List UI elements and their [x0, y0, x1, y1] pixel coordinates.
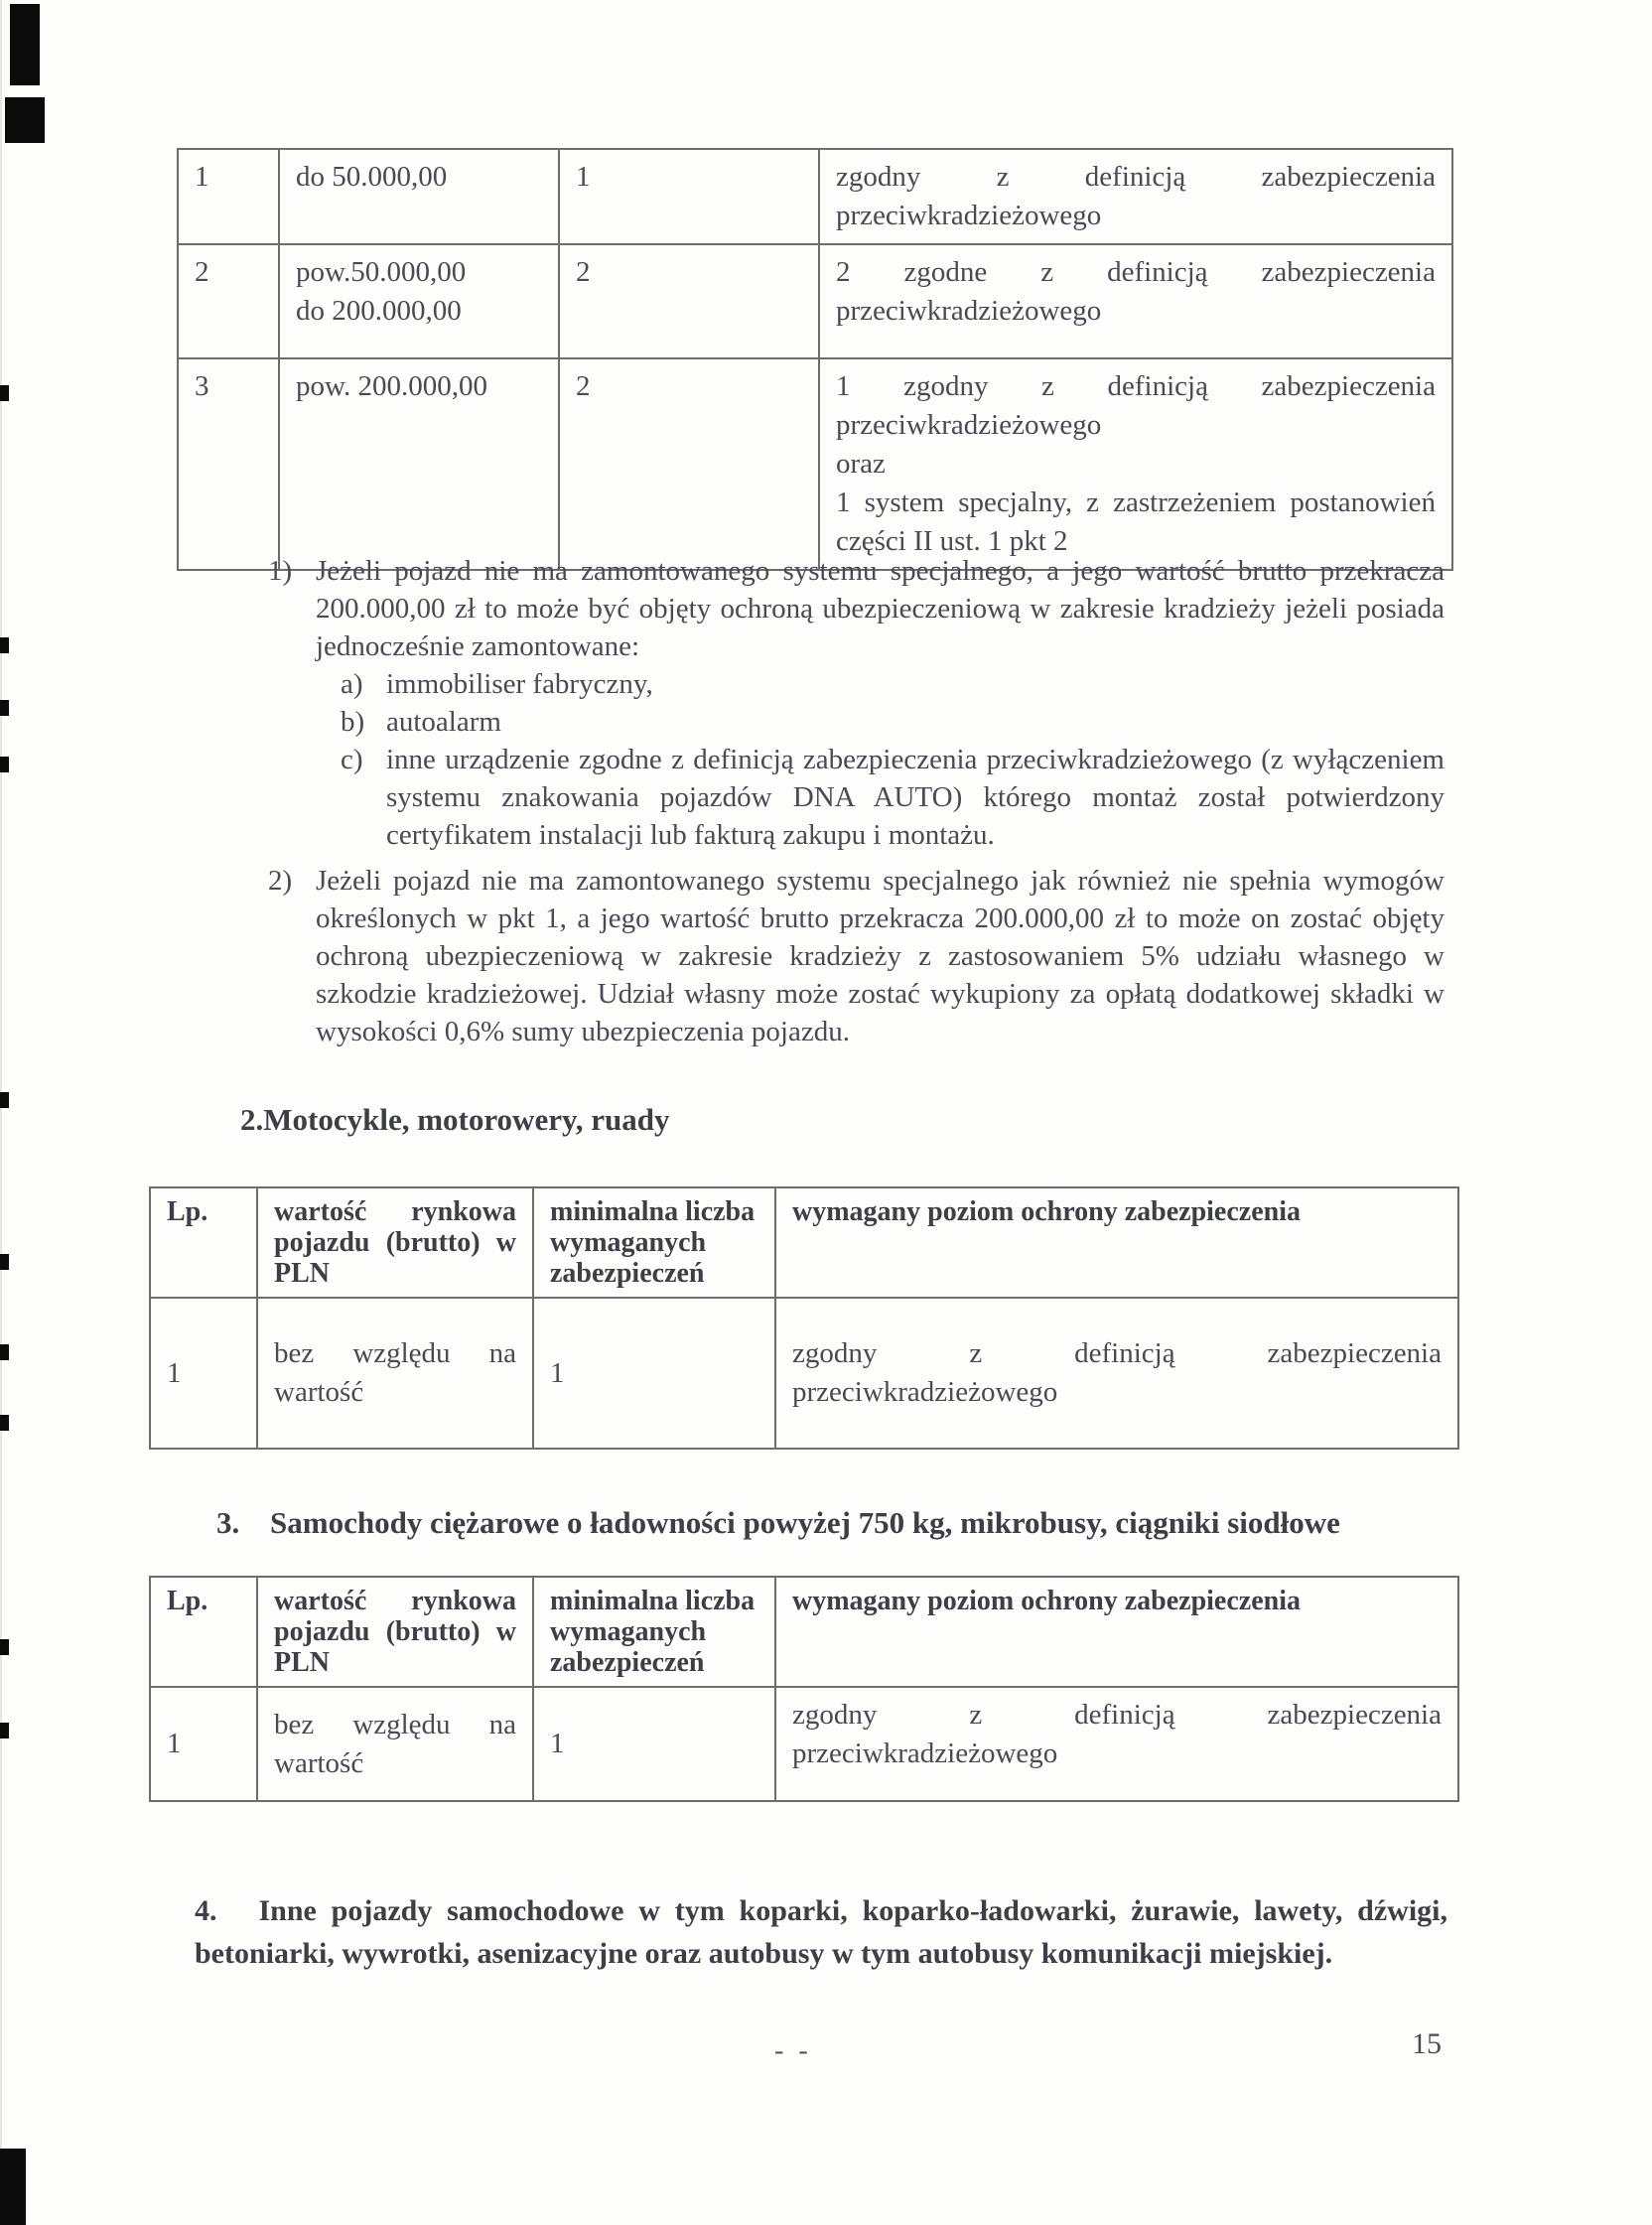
section3-number: 3.: [216, 1505, 240, 1540]
cell-lp: 1: [178, 149, 279, 244]
cell-value-range: [257, 1298, 533, 1449]
subitem-text: autoalarm: [386, 706, 501, 738]
cell-value-range: do 50.000,00: [279, 149, 559, 244]
cell-lp: 1: [150, 1687, 257, 1801]
scan-artifact: [0, 1723, 9, 1738]
security-requirements-table-passenger: [177, 148, 1453, 571]
header-protection-level: wymagany poziom ochrony zabezpieczenia: [775, 1187, 1458, 1298]
subitem-marker: a): [341, 668, 363, 700]
cell-value-range: [279, 244, 559, 358]
subitem-marker: b): [341, 706, 365, 738]
scan-artifact: [0, 1092, 9, 1108]
range-line: pow.50.000,00: [296, 256, 467, 288]
protection-line: przeciwkradzieżowego: [836, 200, 1102, 231]
cell-protection-level: [775, 1298, 1458, 1449]
protection-line: zgodny z definicją zabezpieczenia: [792, 1699, 1442, 1731]
subitem-b: [341, 703, 1445, 741]
header-lp: Lp.: [150, 1187, 257, 1298]
scan-artifact: [0, 1254, 9, 1270]
cell-min-count: 1: [533, 1687, 775, 1801]
subitem-text: immobiliser fabryczny,: [386, 668, 653, 700]
cell-protection-level: [819, 244, 1452, 358]
protection-line: 1 zgodny z definicją zabezpieczenia: [836, 370, 1436, 402]
cell-value-range: pow. 200.000,00: [279, 358, 559, 570]
protection-line: przeciwkradzieżowego: [836, 295, 1102, 327]
subitem-text: inne urządzenie zgodne z definicją zabezpieczenia przeciwkradzieżowego (z wyłączeniem systemu znakowania pojazdów DNA AUTO) którego montaż został potwierdzony certyfikatem instalacji lub fakturą zakupu i montażu.: [386, 744, 1445, 851]
scan-artifact: [0, 1344, 9, 1360]
table-row: [178, 244, 1452, 358]
protection-line: części II ust. 1 pkt 2: [836, 525, 1068, 557]
security-requirements-table-trucks: [149, 1576, 1459, 1802]
table-row: [178, 149, 1452, 244]
subitem-c: [341, 741, 1445, 854]
cell-lp: 1: [150, 1298, 257, 1449]
protection-line: 2 zgodne z definicją zabezpieczenia: [836, 256, 1436, 288]
scan-artifact: [0, 700, 9, 716]
scan-artifact: [0, 757, 9, 772]
notes-block: [268, 552, 1445, 1050]
scan-artifact: [0, 1415, 9, 1431]
cell-min-count: 1: [533, 1298, 775, 1449]
range-line: do 200.000,00: [296, 295, 462, 327]
scan-artifact: [0, 637, 9, 653]
header-protection-level: wymagany poziom ochrony zabezpieczenia: [775, 1577, 1458, 1687]
scan-artifact: [5, 97, 45, 143]
cell-min-count: 1: [559, 149, 819, 244]
section2-heading: 2.Motocykle, motorowery, ruady: [240, 1102, 670, 1137]
protection-line: oraz: [836, 448, 886, 480]
note-text: Jeżeli pojazd nie ma zamontowanego systemu specjalnego, a jego wartość brutto przekracza 200.000,00 zł to może być objęty ochroną ubezpieczeniową w zakresie kradzieży jeżeli posiada jednocześnie zamontowane:: [316, 555, 1445, 662]
header-min-count: minimalna liczba wymaganych zabezpieczeń: [533, 1187, 775, 1298]
protection-line: przeciwkradzieżowego: [792, 1376, 1058, 1408]
subitem-a: [341, 665, 1445, 703]
protection-line: przeciwkradzieżowego: [836, 409, 1102, 441]
range-text: bez względu na wartość: [274, 1337, 516, 1408]
cell-min-count: 2: [559, 244, 819, 358]
protection-line: 1 system specjalny, z zastrzeżeniem postanowień: [836, 487, 1436, 518]
table-row: [150, 1687, 1458, 1801]
scan-edge-line: [0, 0, 2, 2225]
protection-line: zgodny z definicją zabezpieczenia: [792, 1337, 1442, 1369]
section3-heading: [216, 1505, 1453, 1541]
header-market-value: wartość rynkowa pojazdu (brutto) w PLN: [257, 1577, 533, 1687]
cell-value-range: [257, 1687, 533, 1801]
protection-line: zgodny z definicją zabezpieczenia: [836, 161, 1436, 193]
cell-protection-level: [775, 1687, 1458, 1801]
scan-artifact: [0, 385, 9, 401]
note-2: [268, 862, 1445, 1050]
header-lp: Lp.: [150, 1577, 257, 1687]
note-1-sublist: [341, 665, 1445, 854]
section4-number: 4.: [195, 1894, 217, 1927]
table-row: [150, 1298, 1458, 1449]
note-marker: 1): [268, 555, 293, 587]
scan-artifact: [0, 1639, 9, 1655]
note-marker: 2): [268, 865, 293, 897]
security-requirements-table-motorcycles: [149, 1186, 1459, 1450]
cell-protection-level: [819, 149, 1452, 244]
subitem-marker: c): [341, 744, 363, 775]
table-header-row: [150, 1577, 1458, 1687]
section3-title: Samochody ciężarowe o ładowności powyżej 750 kg, mikrobusy, ciągniki siodłowe: [270, 1505, 1340, 1540]
note-text: Jeżeli pojazd nie ma zamontowanego systemu specjalnego jak również nie spełnia wymogów określonych w pkt 1, a jego wartość brutto przekracza 200.000,00 zł to może on zostać objęty ochroną ubezpieczeniową w zakresie kradzieży z zastosowaniem 5% udziału własnego w szkodzie kradzieżowej. Udział własny może zostać wykupiony za opłatą dodatkowej składki w wysokości 0,6% sumy ubezpieczenia pojazdu.: [316, 865, 1445, 1047]
cell-lp: 3: [178, 358, 279, 570]
page-number: 15: [1412, 2027, 1442, 2060]
table-row: [178, 358, 1452, 570]
cell-lp: 2: [178, 244, 279, 358]
header-market-value: wartość rynkowa pojazdu (brutto) w PLN: [257, 1187, 533, 1298]
range-text: bez względu na wartość: [274, 1708, 516, 1779]
protection-line: przeciwkradzieżowego: [792, 1738, 1058, 1769]
cell-protection-level: [819, 358, 1452, 570]
scan-artifact: [10, 4, 40, 85]
header-min-count: minimalna liczba wymaganych zabezpieczeń: [533, 1577, 775, 1687]
section4-text: Inne pojazdy samochodowe w tym koparki, koparko-ładowarki, żurawie, lawety, dźwigi, betoniarki, wywrotki, asenizacyjne oraz autobusy w tym autobusy komunikacji miejskiej.: [195, 1894, 1447, 1970]
section4-paragraph: [195, 1889, 1447, 1975]
cell-min-count: 2: [559, 358, 819, 570]
note-1: [268, 552, 1445, 665]
table-header-row: [150, 1187, 1458, 1298]
scan-artifact: [0, 2149, 26, 2225]
footer-dashes: - -: [774, 2035, 812, 2066]
